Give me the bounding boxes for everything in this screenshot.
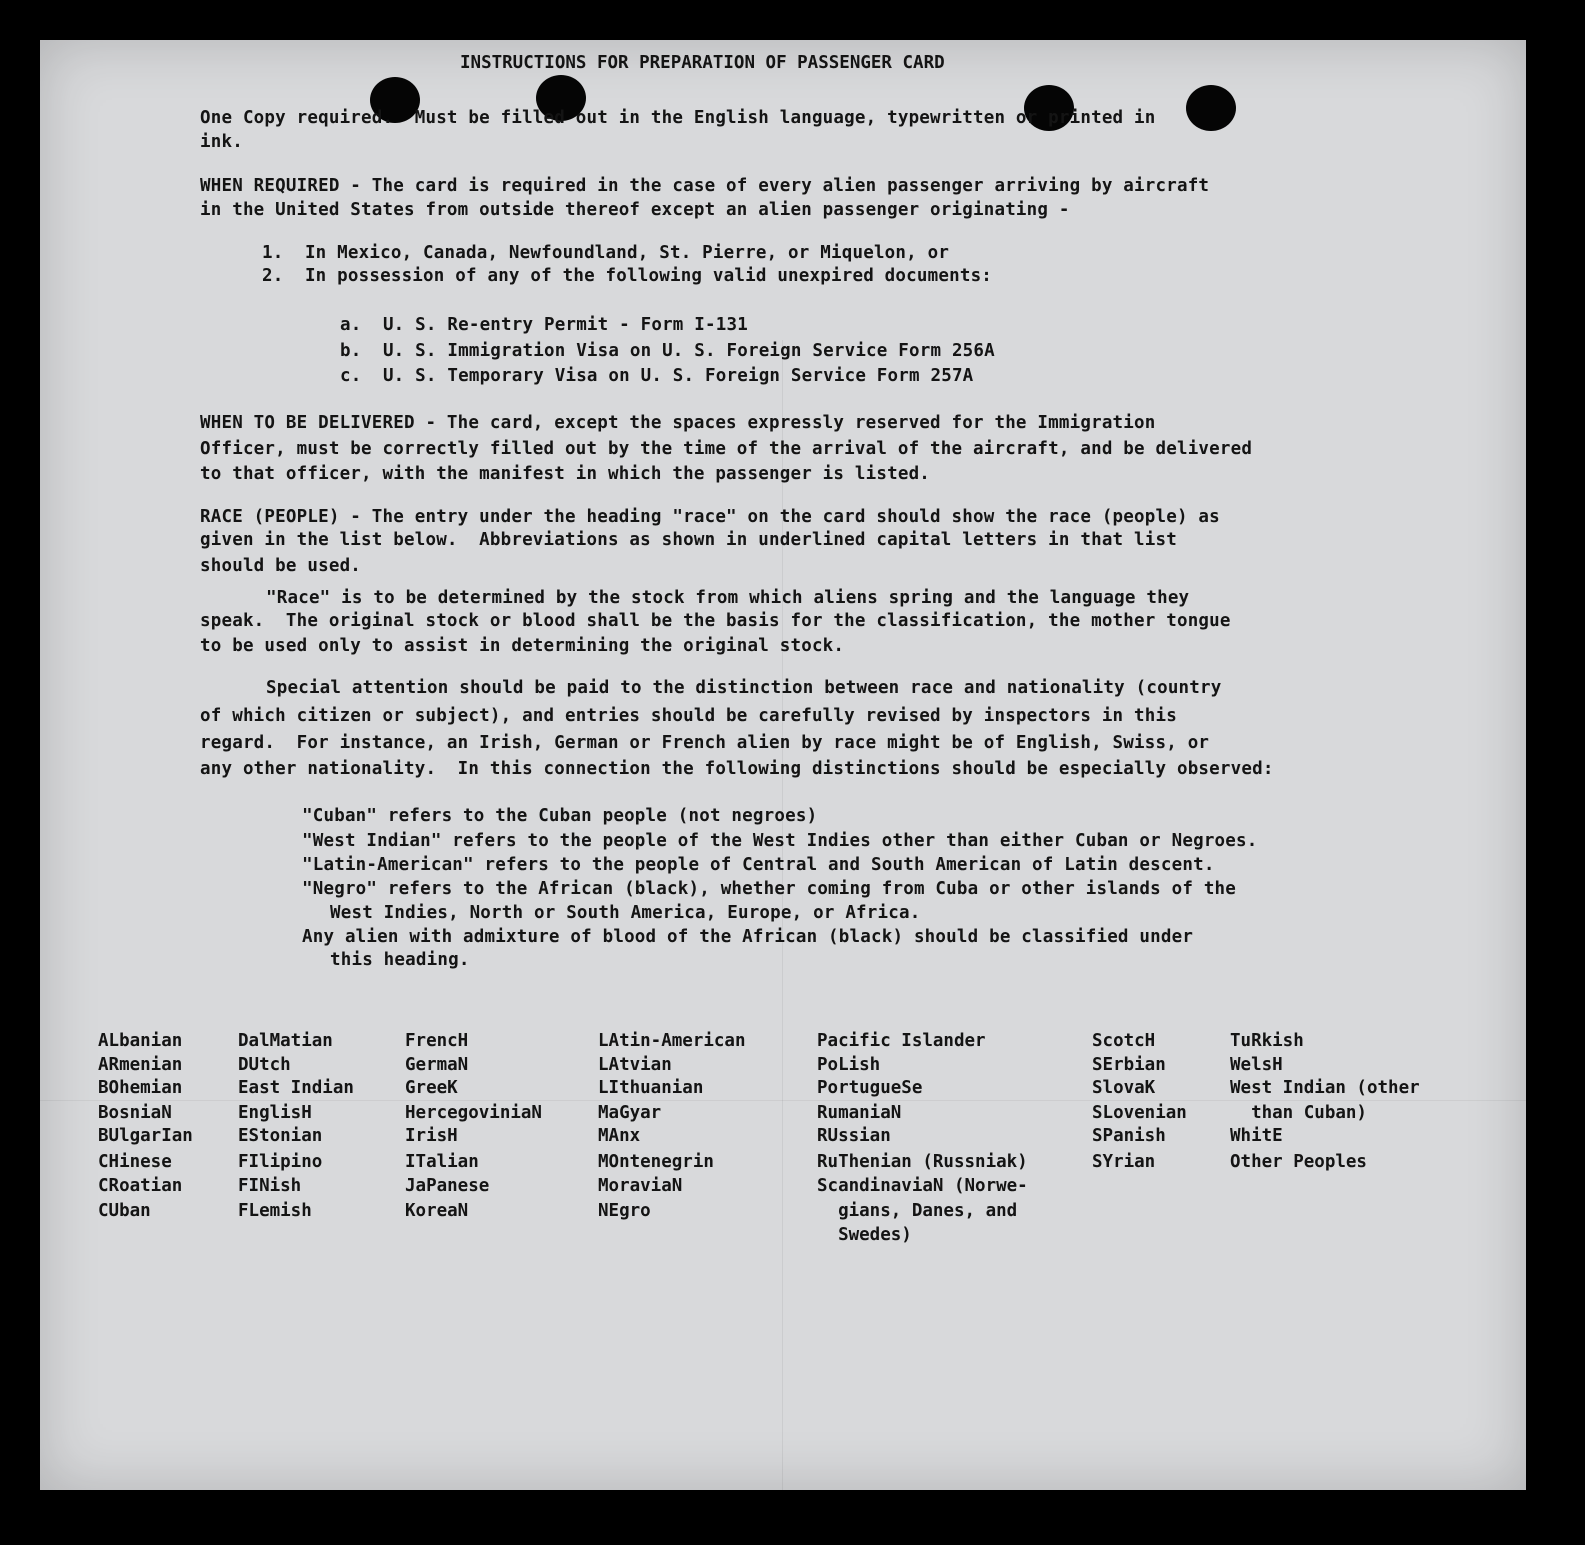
race-list-item: LIthuanian bbox=[598, 1078, 704, 1098]
race-list-item: FLemish bbox=[238, 1201, 312, 1221]
body-line: of which citizen or subject), and entries should be carefully revised by inspectors in this bbox=[200, 706, 1177, 726]
body-line: One Copy required. Must be filled out in the English language, typewritten or printed in bbox=[200, 108, 1156, 128]
race-list-item: CUban bbox=[98, 1201, 151, 1221]
race-list-item: ALbanian bbox=[98, 1031, 183, 1051]
race-list-item: GermaN bbox=[405, 1055, 469, 1075]
body-line: 2. In possession of any of the following valid unexpired documents: bbox=[262, 266, 993, 286]
body-line: speak. The original stock or blood shall be the basis for the classification, the mother tongue bbox=[200, 611, 1231, 631]
race-list-item: FrencH bbox=[405, 1031, 469, 1051]
body-line: ink. bbox=[200, 132, 243, 152]
race-list-item: SErbian bbox=[1092, 1055, 1166, 1075]
race-list-item: ScotcH bbox=[1092, 1031, 1156, 1051]
race-list-item: KoreaN bbox=[405, 1201, 469, 1221]
race-list-item: Swedes) bbox=[817, 1225, 912, 1245]
race-list-item: gians, Danes, and bbox=[817, 1201, 1018, 1221]
body-line: any other nationality. In this connection the following distinctions should be especially observed: bbox=[200, 759, 1274, 779]
body-line: "West Indian" refers to the people of the West Indies other than either Cuban or Negroes. bbox=[302, 831, 1258, 851]
race-list-item: CRoatian bbox=[98, 1176, 183, 1196]
race-list-item: ScandinaviaN (Norwe- bbox=[817, 1176, 1028, 1196]
race-list-item: PoLish bbox=[817, 1055, 881, 1075]
body-line: WHEN REQUIRED - The card is required in the case of every alien passenger arriving by aircraft bbox=[200, 176, 1210, 196]
body-line: RACE (PEOPLE) - The entry under the heading "race" on the card should show the race (people) as bbox=[200, 507, 1220, 527]
race-list-item: MAnx bbox=[598, 1126, 641, 1146]
race-list-item: LAtvian bbox=[598, 1055, 672, 1075]
body-line: "Race" is to be determined by the stock from which aliens spring and the language they bbox=[266, 588, 1190, 608]
race-list-item: Other Peoples bbox=[1230, 1152, 1367, 1172]
body-line: b. U. S. Immigration Visa on U. S. Foreign Service Form 256A bbox=[340, 341, 995, 361]
race-list-item: EStonian bbox=[238, 1126, 323, 1146]
race-list-item: RumaniaN bbox=[817, 1103, 902, 1123]
race-list-item: MaGyar bbox=[598, 1103, 662, 1123]
race-list-item: BOhemian bbox=[98, 1078, 183, 1098]
punch-hole-4 bbox=[1186, 85, 1236, 131]
race-list-item: MOntenegrin bbox=[598, 1152, 714, 1172]
race-list-item: BosniaN bbox=[98, 1103, 172, 1123]
document-title: INSTRUCTIONS FOR PREPARATION OF PASSENGER CARD bbox=[460, 53, 945, 73]
race-list-item: MoraviaN bbox=[598, 1176, 683, 1196]
body-line: Special attention should be paid to the distinction between race and nationality (country bbox=[266, 678, 1222, 698]
race-list-item: West Indian (other bbox=[1230, 1078, 1420, 1098]
race-list-item: SPanish bbox=[1092, 1126, 1166, 1146]
race-list-item: JaPanese bbox=[405, 1176, 490, 1196]
race-list-item: than Cuban) bbox=[1230, 1103, 1367, 1123]
body-line: to that officer, with the manifest in which the passenger is listed. bbox=[200, 464, 931, 484]
body-line: c. U. S. Temporary Visa on U. S. Foreign Service Form 257A bbox=[340, 366, 974, 386]
body-line: "Negro" refers to the African (black), whether coming from Cuba or other islands of the bbox=[302, 879, 1237, 899]
race-list-item: NEgro bbox=[598, 1201, 651, 1221]
race-list-item: PortugueSe bbox=[817, 1078, 923, 1098]
body-line: Any alien with admixture of blood of the African (black) should be classified under bbox=[302, 927, 1194, 947]
race-list-item: EnglisH bbox=[238, 1103, 312, 1123]
body-line: this heading. bbox=[330, 950, 470, 970]
body-line: in the United States from outside thereof except an alien passenger originating - bbox=[200, 200, 1070, 220]
race-list-item: RUssian bbox=[817, 1126, 891, 1146]
body-line: West Indies, North or South America, Europe, or Africa. bbox=[330, 903, 921, 923]
race-list-item: FIlipino bbox=[238, 1152, 323, 1172]
race-list-item: LAtin-American bbox=[598, 1031, 746, 1051]
race-list-item: Pacific Islander bbox=[817, 1031, 986, 1051]
race-list-item: DalMatian bbox=[238, 1031, 333, 1051]
body-line: given in the list below. Abbreviations as shown in underlined capital letters in that list bbox=[200, 530, 1177, 550]
document-page bbox=[40, 40, 1526, 1490]
body-line: Officer, must be correctly filled out by the time of the arrival of the aircraft, and be delivered bbox=[200, 439, 1253, 459]
race-list-item: RuThenian (Russniak) bbox=[817, 1152, 1028, 1172]
body-line: 1. In Mexico, Canada, Newfoundland, St. Pierre, or Miquelon, or bbox=[262, 243, 950, 263]
race-list-item: East Indian bbox=[238, 1078, 354, 1098]
race-list-item: ARmenian bbox=[98, 1055, 183, 1075]
race-list-item: FINish bbox=[238, 1176, 302, 1196]
race-list-item: SlovaK bbox=[1092, 1078, 1156, 1098]
race-list-item: WelsH bbox=[1230, 1055, 1283, 1075]
fold-line-horizontal bbox=[40, 1100, 1526, 1101]
body-line: "Cuban" refers to the Cuban people (not negroes) bbox=[302, 806, 818, 826]
body-line: to be used only to assist in determining the original stock. bbox=[200, 636, 845, 656]
race-list-item: SLovenian bbox=[1092, 1103, 1187, 1123]
race-list-item: GreeK bbox=[405, 1078, 458, 1098]
race-list-item: CHinese bbox=[98, 1152, 172, 1172]
race-list-item: TuRkish bbox=[1230, 1031, 1304, 1051]
race-list-item: BUlgarIan bbox=[98, 1126, 193, 1146]
race-list-item: SYrian bbox=[1092, 1152, 1156, 1172]
body-line: a. U. S. Re-entry Permit - Form I-131 bbox=[340, 315, 748, 335]
body-line: should be used. bbox=[200, 556, 362, 576]
body-line: WHEN TO BE DELIVERED - The card, except the spaces expressly reserved for the Immigration bbox=[200, 413, 1156, 433]
body-line: regard. For instance, an Irish, German or French alien by race might be of English, Swiss, or bbox=[200, 733, 1210, 753]
race-list-item: IrisH bbox=[405, 1126, 458, 1146]
race-list-item: HercegoviniaN bbox=[405, 1103, 542, 1123]
race-list-item: DUtch bbox=[238, 1055, 291, 1075]
race-list-item: ITalian bbox=[405, 1152, 479, 1172]
body-line: "Latin-American" refers to the people of Central and South American of Latin descent. bbox=[302, 855, 1215, 875]
race-list-item: WhitE bbox=[1230, 1126, 1283, 1146]
